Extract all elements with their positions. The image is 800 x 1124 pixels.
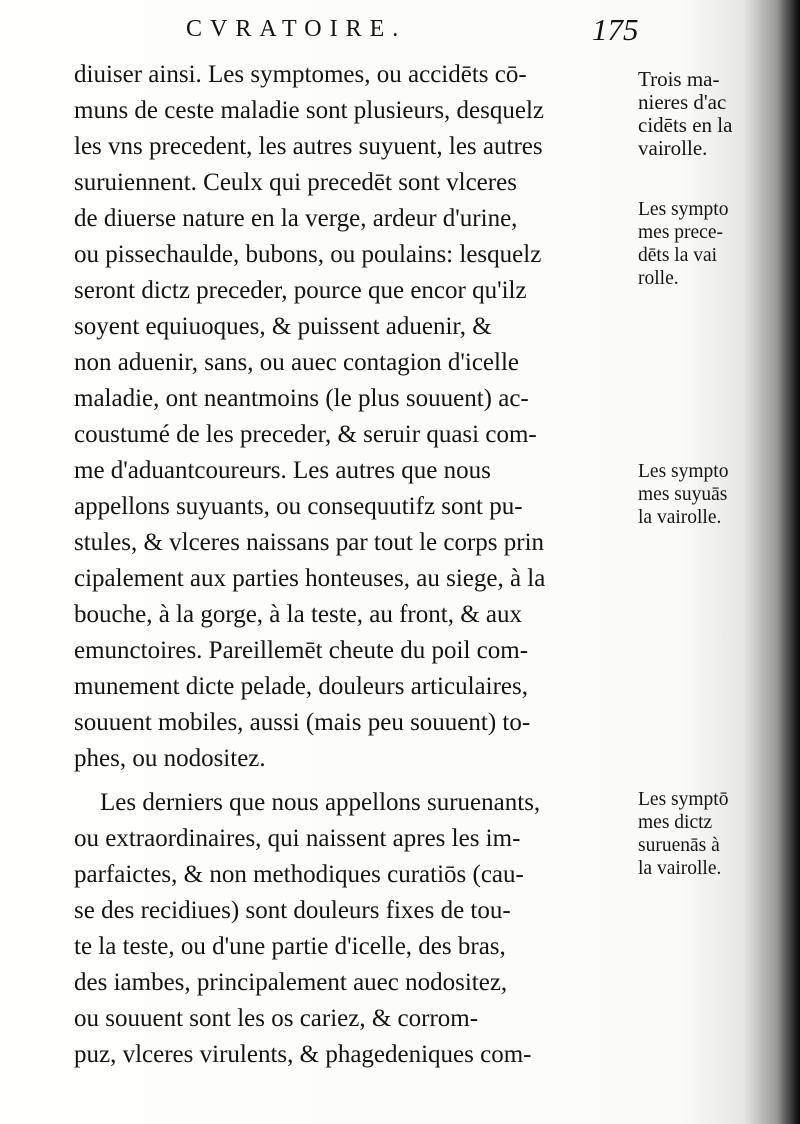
- text-line: se des recidiues) sont douleurs fixes de tou-: [74, 897, 511, 924]
- text-line: ou extraordinaires, qui naissent apres les im-: [74, 825, 521, 852]
- text-line: puz, vlceres virulents, & phagedeniques com-: [74, 1041, 532, 1068]
- text-line: muns de ceste maladie sont plusieurs, desquelz: [74, 97, 545, 124]
- text-line: me d'aduantcoureurs. Les autres que nous: [74, 457, 491, 484]
- note-line: la vairolle.: [638, 858, 722, 879]
- note-line: suruenās à: [638, 835, 720, 856]
- note-line: Trois ma-: [638, 67, 720, 91]
- body-text: [74, 57, 646, 1073]
- text-line: bouche, à la gorge, à la teste, au front, & aux: [74, 601, 522, 628]
- text-line: non aduenir, sans, ou auec contagion d'icelle: [74, 349, 520, 376]
- note-line: Les sympto: [638, 461, 729, 482]
- note-line: nieres d'ac: [638, 90, 727, 114]
- note-line: vairolle.: [638, 136, 708, 160]
- text-line: soyent equiuoques, & puissent aduenir, &: [74, 313, 492, 340]
- note-line: Les sympto: [638, 199, 729, 220]
- note-line: mes dictz: [638, 812, 713, 833]
- text-line: parfaictes, & non methodiques curatiōs (cau-: [74, 861, 524, 888]
- binding-shadow: [778, 0, 800, 1124]
- text-line: appellons suyuants, ou consequutifz sont pu-: [74, 493, 523, 520]
- margin-note-preceding: [638, 198, 778, 290]
- text-line: emunctoires. Pareillemēt cheute du poil com-: [74, 637, 529, 664]
- text-line: ou pissechaulde, bubons, ou poulains: lesquelz: [74, 241, 542, 268]
- text-line: souuent mobiles, aussi (mais peu souuent) to-: [74, 709, 531, 736]
- note-line: Les symptō: [638, 789, 729, 810]
- text-line: maladie, ont neantmoins (le plus souuent) ac-: [74, 385, 529, 412]
- note-line: dēts la vai: [638, 245, 718, 266]
- text-line: de diuerse nature en la verge, ardeur d'urine,: [74, 205, 518, 232]
- paragraph-start-line: Les derniers que nous appellons suruenants,: [100, 789, 541, 816]
- text-line: munement dicte pelade, douleurs articulaires,: [74, 673, 528, 700]
- margin-note-supervening: [638, 788, 778, 880]
- text-line: coustumé de les preceder, & seruir quasi com-: [74, 421, 537, 448]
- margin-note-kinds: [638, 68, 778, 160]
- margin-note-following: [638, 460, 778, 529]
- note-line: la vairolle.: [638, 507, 722, 528]
- note-line: mes suyuās: [638, 484, 728, 505]
- text-line: te la teste, ou d'une partie d'icelle, des bras,: [74, 933, 506, 960]
- text-line: les vns precedent, les autres suyuent, les autres: [74, 133, 543, 160]
- text-line: stules, & vlceres naissans par tout le corps prin: [74, 529, 545, 556]
- text-line: diuiser ainsi. Les symptomes, ou accidēts cō-: [74, 61, 527, 88]
- text-line: suruiennent. Ceulx qui precedēt sont vlceres: [74, 169, 517, 196]
- text-line: seront dictz preceder, pource que encor qu'ilz: [74, 277, 527, 304]
- text-line: phes, ou nodositez.: [74, 745, 266, 772]
- page-number: 175: [592, 12, 639, 47]
- text-line: ou souuent sont les os cariez, & corrom-: [74, 1005, 479, 1032]
- running-title: CVRATOIRE.: [186, 16, 407, 42]
- note-line: cidēts en la: [638, 113, 733, 137]
- text-line: des iambes, principalement auec nodositez,: [74, 969, 508, 996]
- text-line: cipalement aux parties honteuses, au siege, à la: [74, 565, 546, 592]
- note-line: mes prece-: [638, 222, 723, 243]
- note-line: rolle.: [638, 268, 679, 289]
